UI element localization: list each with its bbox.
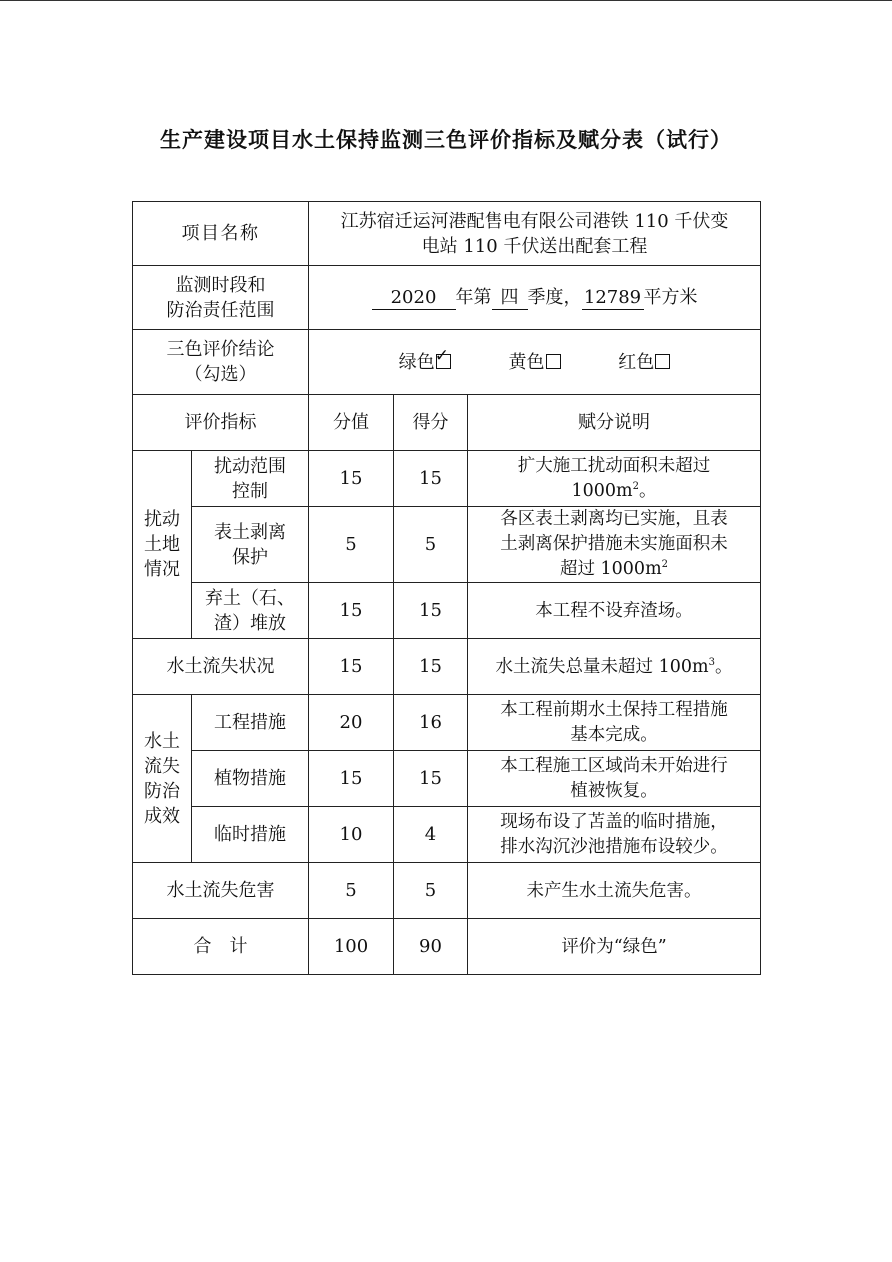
- conclusion-row: [133, 330, 761, 395]
- period-label: 监测时段和 防治责任范围: [133, 266, 309, 330]
- score-cell: 15: [394, 751, 468, 807]
- sub-indicator: 扰动范围 控制: [192, 451, 309, 507]
- project-name-label: 项目名称: [133, 202, 309, 266]
- note-cell: 水土流失总量未超过 $100m^3$。: [468, 639, 761, 695]
- note-cell: 本工程不设弃渣场。: [468, 583, 761, 639]
- table-row: [133, 863, 761, 919]
- value-cell: 10: [309, 807, 394, 863]
- checkmark-icon: ✓: [434, 345, 450, 366]
- header-score: 得分: [394, 395, 468, 451]
- page-title: 生产建设项目水土保持监测三色评价指标及赋分表（试行）: [160, 128, 732, 152]
- sub-indicator: 弃土（石、 渣）堆放: [192, 583, 309, 639]
- year-field: 2020: [372, 287, 456, 310]
- value-cell: 20: [309, 695, 394, 751]
- header-indicator: 评价指标: [133, 395, 309, 451]
- period-value: 2020 年第 四 季度， 12789 平方米: [309, 266, 761, 330]
- quarter-field: 四: [492, 287, 528, 310]
- red-checkbox[interactable]: [655, 354, 670, 369]
- score-cell: 15: [394, 639, 468, 695]
- table-row: [133, 507, 761, 583]
- table-row: [133, 807, 761, 863]
- total-note: 评价为“绿色”: [468, 919, 761, 975]
- total-value: 100: [309, 919, 394, 975]
- table-row: [133, 695, 761, 751]
- table-row: [133, 583, 761, 639]
- note-cell: 本工程施工区域尚未开始进行 植被恢复。: [468, 751, 761, 807]
- conclusion-label: 三色评价结论 （勾选）: [133, 330, 309, 395]
- total-label: 合 计: [133, 919, 309, 975]
- note-cell: 未产生水土流失危害。: [468, 863, 761, 919]
- note-cell: 现场布设了苫盖的临时措施， 排水沟沉沙池措施布设较少。: [468, 807, 761, 863]
- note-cell: 本工程前期水土保持工程措施 基本完成。: [468, 695, 761, 751]
- group-prevention: 水土 流失 防治 成效: [133, 695, 192, 863]
- indicator-cell: 水土流失状况: [133, 639, 309, 695]
- period-row: [133, 266, 761, 330]
- value-cell: 5: [309, 507, 394, 583]
- option-yellow[interactable]: 黄色: [509, 350, 561, 375]
- green-checkbox[interactable]: [434, 345, 451, 369]
- total-row: [133, 919, 761, 975]
- top-border-line: [0, 0, 892, 1]
- value-cell: 15: [309, 751, 394, 807]
- table-row: [133, 639, 761, 695]
- area-field: 12789: [582, 287, 644, 310]
- table-row: [133, 451, 761, 507]
- table-row: [133, 751, 761, 807]
- evaluation-table: [132, 201, 761, 975]
- value-cell: 15: [309, 583, 394, 639]
- option-green[interactable]: 绿色 ✓: [398, 345, 450, 373]
- score-cell: 15: [394, 451, 468, 507]
- value-cell: 15: [309, 639, 394, 695]
- score-cell: 5: [394, 863, 468, 919]
- option-red[interactable]: 红色: [618, 350, 670, 375]
- group-disturbance: 扰动 土地 情况: [133, 451, 192, 639]
- value-cell: 5: [309, 863, 394, 919]
- note-cell: 扩大施工扰动面积未超过 $1000m^2$。: [468, 451, 761, 507]
- sub-indicator: 临时措施: [192, 807, 309, 863]
- sub-indicator: 工程措施: [192, 695, 309, 751]
- indicator-cell: 水土流失危害: [133, 863, 309, 919]
- sub-indicator: 表土剥离 保护: [192, 507, 309, 583]
- score-cell: 5: [394, 507, 468, 583]
- sub-indicator: 植物措施: [192, 751, 309, 807]
- note-cell: 各区表土剥离均已实施，且表 土剥离保护措施未实施面积未 超过 $1000m^2$: [468, 507, 761, 583]
- header-row: [133, 395, 761, 451]
- score-cell: 16: [394, 695, 468, 751]
- header-note: 赋分说明: [468, 395, 761, 451]
- project-name-value: 江苏宿迁运河港配售电有限公司港铁 110 千伏变 电站 110 千伏送出配套工程: [309, 202, 761, 266]
- project-name-row: [133, 202, 761, 266]
- header-value: 分值: [309, 395, 394, 451]
- total-score: 90: [394, 919, 468, 975]
- value-cell: 15: [309, 451, 394, 507]
- conclusion-options: [309, 330, 761, 395]
- score-cell: 15: [394, 583, 468, 639]
- score-cell: 4: [394, 807, 468, 863]
- yellow-checkbox[interactable]: [546, 354, 561, 369]
